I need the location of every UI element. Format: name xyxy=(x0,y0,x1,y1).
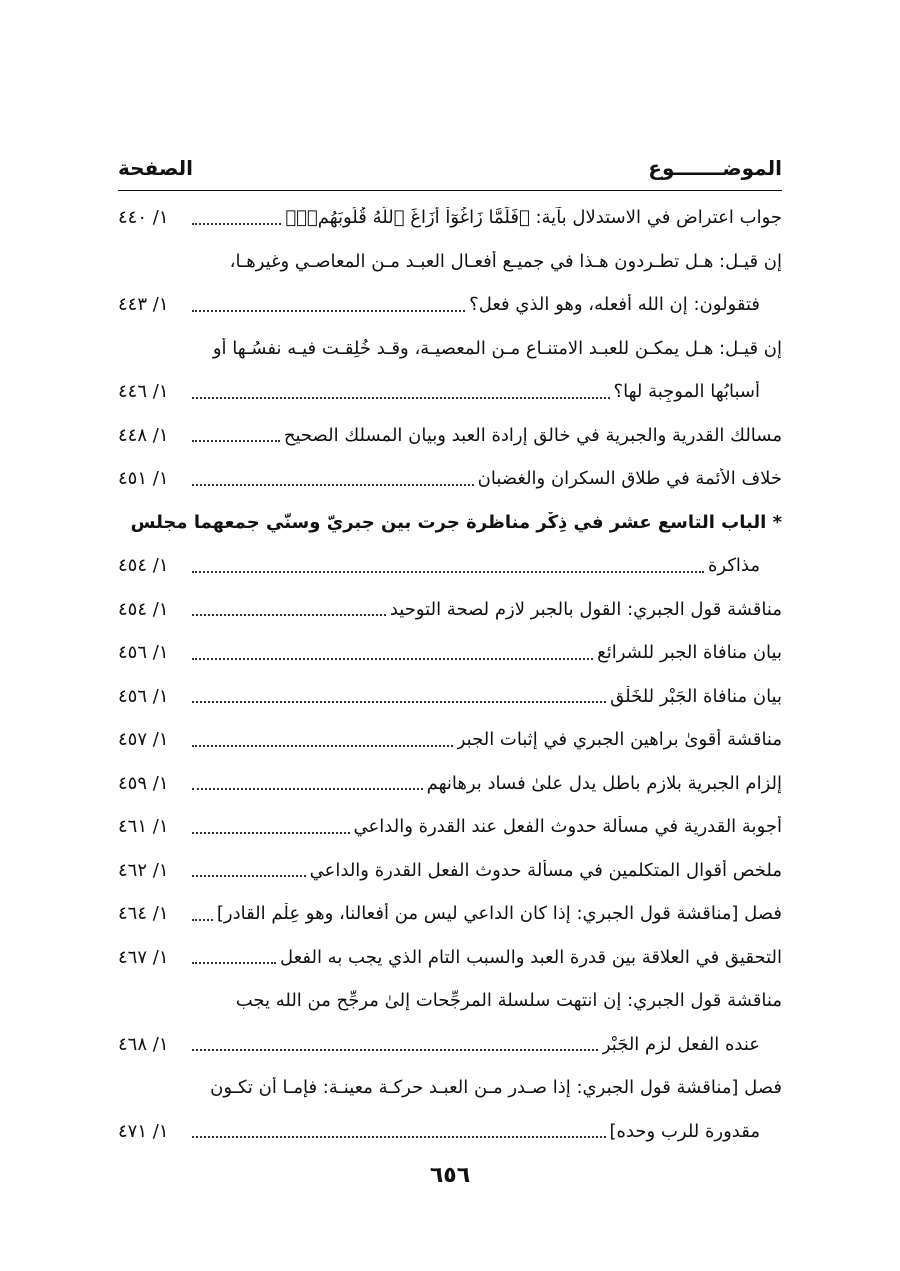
toc-entry xyxy=(118,936,782,980)
toc-entry xyxy=(118,762,782,806)
dot-leader xyxy=(192,683,606,703)
toc-entry-page: ١/ ٤٥٤ xyxy=(118,555,169,577)
page-number: ٦٥٦ xyxy=(429,1163,471,1188)
dot-leader xyxy=(192,1031,598,1051)
toc-entry-title: عنده الفعل لزم الجَبْر xyxy=(601,1033,760,1055)
toc-entry-title: بيان منافاة الجبر للشرائع xyxy=(597,642,782,664)
toc-entry xyxy=(118,805,782,849)
dot-leader xyxy=(192,205,281,225)
toc-list xyxy=(118,196,782,1153)
toc-entry xyxy=(118,327,782,371)
toc-header xyxy=(118,152,782,191)
toc-entry xyxy=(118,283,782,327)
dot-leader xyxy=(192,379,610,399)
toc-entry-title: فصل [مناقشة قول الجبري: إذا كان الداعي ليس من أفعالنا، وهو عِلْم القادر] xyxy=(216,903,782,925)
toc-entry xyxy=(118,370,782,414)
toc-entry xyxy=(118,501,782,545)
dot-leader xyxy=(192,901,213,921)
dot-leader xyxy=(192,944,276,964)
toc-entry-title: فتقولون: إن الله أفعله، وهو الذي فعل؟ xyxy=(469,294,760,316)
toc-entry xyxy=(118,892,782,936)
toc-entry-page: ١/ ٤٧١ xyxy=(118,1120,169,1142)
toc-entry-page: ١/ ٤٥١ xyxy=(118,468,169,490)
toc-entry xyxy=(118,1023,782,1067)
toc-entry-title: إلزام الجبرية بلازم باطل يدل علىٰ فساد برهانهم xyxy=(426,772,782,794)
toc-entry-page: ١/ ٤٦٤ xyxy=(118,903,169,925)
toc-entry-title: أسبابُها الموجِبة لها؟ xyxy=(613,381,760,403)
toc-entry xyxy=(118,718,782,762)
dot-leader xyxy=(192,727,453,747)
toc-entry-page: ١/ ٤٦١ xyxy=(118,816,169,838)
toc-entry-page: ١/ ٤٥٧ xyxy=(118,729,169,751)
toc-entry xyxy=(118,849,782,893)
toc-entry-title: مقدورة للرب وحده] xyxy=(609,1120,760,1142)
toc-entry-page: ١/ ٤٥٦ xyxy=(118,642,169,664)
toc-entry-title: مناقشة قول الجبري: القول بالجبر لازم لصحة التوحيد xyxy=(389,598,782,620)
toc-entry xyxy=(118,588,782,632)
dot-leader xyxy=(192,553,704,573)
dot-leader xyxy=(192,770,423,790)
dot-leader xyxy=(192,857,306,877)
toc-entry xyxy=(118,414,782,458)
toc-entry xyxy=(118,457,782,501)
toc-entry-title: مسالك القدرية والجبرية في خالق إرادة العبد وبيان المسلك الصحيح xyxy=(283,424,782,446)
toc-entry-page: ١/ ٤٤٨ xyxy=(118,424,169,446)
toc-entry-title: التحقيق في العلاقة بين قدرة العبد والسبب التام الذي يجب به الفعل xyxy=(280,946,782,968)
toc-entry-page: ١/ ٤٤٦ xyxy=(118,381,169,403)
toc-entry-page: ١/ ٤٥٤ xyxy=(118,598,169,620)
toc-entry-page: ١/ ٤٥٩ xyxy=(118,772,169,794)
toc-entry-title: مناقشة أقوىٰ براهين الجبري في إثبات الجبر xyxy=(456,729,782,751)
toc-entry-title: إن قيـل: هـل تطـردون هـذا في جميـع أفعـال العبـد مـن المعاصـي وغيرهـا، xyxy=(229,250,782,272)
toc-entry xyxy=(118,631,782,675)
dot-leader xyxy=(192,814,350,834)
toc-entry-title: إن قيـل: هـل يمكـن للعبـد الامتنـاع مـن المعصيـة، وقـد خُلِقـت فيـه نفسُـها أو xyxy=(212,337,782,359)
toc-entry-title: خلاف الأئمة في طلاق السكران والغضبان xyxy=(477,468,782,490)
topic-column-heading: الموضـــــــوع xyxy=(648,156,782,180)
dot-leader xyxy=(192,466,474,486)
toc-entry xyxy=(118,979,782,1023)
page-column-heading: الصفحة xyxy=(118,156,194,180)
dot-leader xyxy=(192,596,386,616)
toc-entry-page: ١/ ٤٥٦ xyxy=(118,685,169,707)
toc-entry xyxy=(118,675,782,719)
toc-entry xyxy=(118,544,782,588)
toc-entry-page: ١/ ٤٤٠ xyxy=(118,207,169,229)
toc-entry-page: ١/ ٤٤٣ xyxy=(118,294,169,316)
dot-leader xyxy=(192,640,593,660)
toc-entry xyxy=(118,1066,782,1110)
toc-entry-page: ١/ ٤٦٢ xyxy=(118,859,169,881)
toc-entry-title: مناقشة قول الجبري: إن انتهت سلسلة المرجِّحات إلىٰ مرجِّح من الله يجب xyxy=(235,990,782,1012)
toc-entry-title: ملخص أقوال المتكلمين في مسألة حدوث الفعل القدرة والداعي xyxy=(309,859,782,881)
toc-entry xyxy=(118,1110,782,1154)
toc-entry-title: * الباب التاسع عشر في ذِكْر مناظرة جرت بين جبريّ وسنّي جمعهما مجلس xyxy=(130,511,782,533)
toc-entry-page: ١/ ٤٦٧ xyxy=(118,946,169,968)
dot-leader xyxy=(192,422,280,442)
toc-entry-title: أجوبة القدرية في مسألة حدوث الفعل عند القدرة والداعي xyxy=(353,816,782,838)
toc-entry-title: جواب اعتراض في الاستدلال بآية: ﴿فَلَمَّا زَاغُوٓاْ أَزَاغَ ٱللَّهُ قُلُوبَهُمۡۚ﴾ xyxy=(285,207,782,229)
toc-entry-title: فصل [مناقشة قول الجبري: إذا صـدر مـن العبـد حركـة معينـة: فإمـا أن تكـون xyxy=(210,1077,782,1099)
toc-entry xyxy=(118,240,782,284)
toc-entry-title: مذاكرة xyxy=(707,555,760,577)
toc-entry-page: ١/ ٤٦٨ xyxy=(118,1033,169,1055)
toc-entry xyxy=(118,196,782,240)
toc-entry-title: بيان منافاة الجَبْر للخَلْق xyxy=(610,685,782,707)
dot-leader xyxy=(192,1118,606,1138)
dot-leader xyxy=(192,292,465,312)
